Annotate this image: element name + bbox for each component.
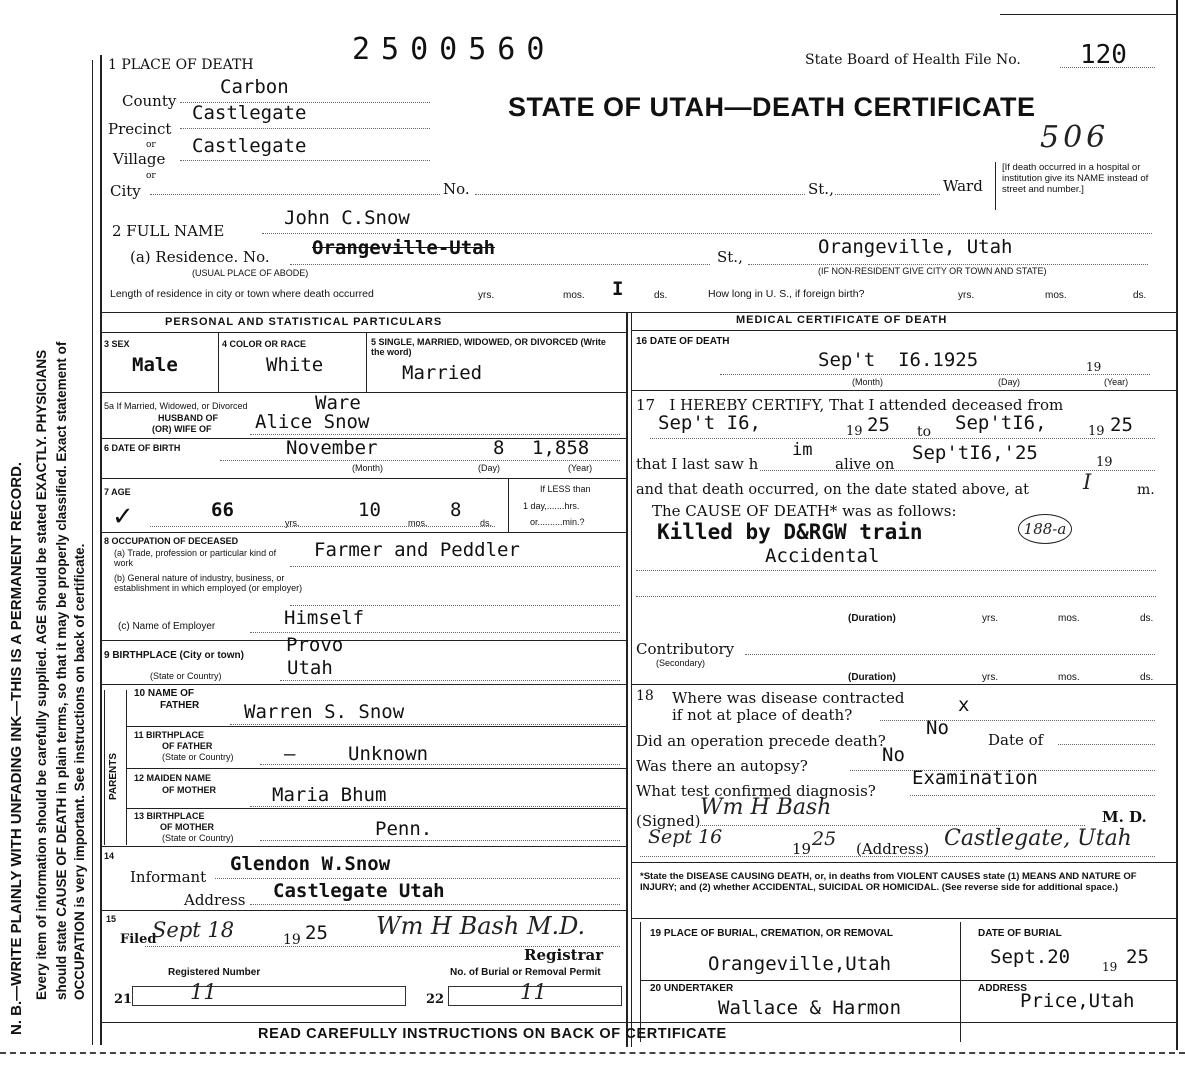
medical-header-line — [631, 330, 1176, 331]
duration-label1: (Duration) — [848, 613, 896, 624]
md-label: M. D. — [1102, 808, 1147, 826]
dod-day-sub: (Day) — [998, 377, 1020, 387]
less-label3: or..........min.? — [530, 517, 585, 527]
residence-sub: (USUAL PLACE OF ABODE) — [192, 268, 309, 278]
bpm-line — [260, 840, 620, 841]
burial-place-label: 19 PLACE OF BURIAL, CREMATION, OR REMOVAL — [650, 928, 893, 939]
bpf-label2: OF FATHER — [162, 741, 213, 751]
num-21: 21 — [114, 992, 133, 1007]
color-label: 4 COLOR OR RACE — [222, 339, 307, 349]
village-value: Castlegate — [192, 135, 307, 157]
informant-address-label: Address — [184, 891, 246, 909]
dod-year-sub: (Year) — [1104, 377, 1129, 387]
age-ds-label: ds. — [480, 518, 493, 528]
parents-label: PARENTS — [108, 752, 119, 800]
age-line — [150, 526, 495, 527]
dod-label: 16 DATE OF DEATH — [636, 336, 730, 347]
informant-address-line — [250, 904, 620, 905]
age-less-divider — [508, 478, 509, 532]
mother-birthplace: Penn. — [375, 818, 433, 840]
length-mos: mos. — [563, 290, 585, 301]
mother-label1: 12 MAIDEN NAME — [134, 773, 212, 783]
contracted-num: 18 — [636, 688, 654, 704]
frame-left-line — [100, 55, 102, 1045]
cause-code-text: 188-a — [1023, 520, 1067, 538]
spouse-label3: (OR) WIFE OF — [152, 424, 212, 434]
burial-year: 25 — [1126, 946, 1149, 968]
father-value: Warren S. Snow — [244, 701, 405, 723]
undertaker-address: Price,Utah — [1020, 990, 1135, 1012]
test-value: Examination — [912, 767, 1038, 789]
occurred-time: I — [1083, 470, 1092, 494]
undertaker-label: 20 UNDERTAKER — [650, 983, 734, 994]
personal-header: PERSONAL AND STATISTICAL PARTICULARS — [165, 316, 443, 328]
row9-line — [100, 684, 626, 685]
contracted-mark: x — [958, 694, 970, 716]
burial-place: Orangeville,Utah — [708, 953, 892, 975]
us-mos: mos. — [1045, 290, 1067, 301]
full-name-value: John C.Snow — [284, 207, 410, 229]
reg-number-value: 11 — [190, 980, 217, 1004]
certify-text: 17 I HEREBY CERTIFY, That I attended deceased from — [636, 396, 1064, 414]
no-line — [475, 194, 805, 195]
residence-label: (a) Residence. No. — [130, 248, 270, 266]
m-label: m. — [1137, 482, 1155, 498]
duration-mos1: mos. — [1058, 613, 1080, 624]
attended-from: Sep't I6, — [658, 412, 761, 434]
physician-address: Castlegate, Utah — [944, 826, 1132, 851]
mother-line — [250, 806, 620, 807]
dod-line — [720, 374, 1150, 375]
bpf-line — [260, 764, 620, 765]
age-yrs-label: yrs. — [285, 518, 300, 528]
residence-struck: Orangeville-Utah — [312, 237, 496, 259]
frame-bottom-line — [0, 1052, 1185, 1054]
bpm-label1: 13 BIRTHPLACE — [134, 811, 205, 821]
age-mos-label: mos. — [408, 518, 428, 528]
attended-from-year: 25 — [867, 414, 890, 436]
to-label: to — [917, 424, 932, 440]
bpf-label1: 11 BIRTHPLACE — [134, 730, 205, 740]
less-label1: If LESS than — [540, 484, 591, 494]
sign-date: Sept 16 — [648, 826, 723, 848]
dob-month-sub: (Month) — [352, 463, 384, 473]
precinct-label: Precinct — [108, 120, 172, 138]
employer-line — [250, 632, 620, 633]
employer-value: Himself — [284, 607, 365, 629]
registrar-label: Registrar — [524, 946, 604, 964]
certificate-number: 2500560 — [352, 32, 556, 67]
duration-yrs1: yrs. — [982, 613, 999, 624]
no-label: No. — [443, 180, 470, 198]
age-label: 7 AGE — [104, 487, 131, 497]
residence-city: Orangeville, Utah — [818, 236, 1013, 258]
attended-from-19: 19 — [846, 424, 863, 439]
frame-inner-left-line — [92, 60, 93, 1045]
color-divider — [366, 332, 367, 392]
spouse-label1: 5a If Married, Widowed, or Divorced — [104, 401, 248, 411]
dob-year: 1,858 — [532, 437, 590, 459]
sex-divider — [218, 332, 219, 392]
spouse-line1: Ware — [315, 392, 361, 414]
dob-label: 6 DATE OF BIRTH — [104, 443, 181, 453]
color-value: White — [266, 354, 324, 376]
father-line — [230, 724, 620, 725]
row17-line — [631, 684, 1176, 685]
dob-year-sub: (Year) — [568, 463, 593, 473]
employer-label: (c) Name of Employer — [118, 621, 216, 632]
county-value: Carbon — [220, 76, 289, 98]
file-number: 120 — [1080, 40, 1127, 70]
st-label: St., — [808, 180, 834, 198]
side-note-line3: should state CAUSE OF DEATH in plain terms, so that it may be properly classified. Exact statement of — [54, 341, 69, 1000]
operation-value: No — [926, 717, 949, 739]
full-name-line — [262, 233, 1152, 234]
informant-line — [215, 878, 620, 879]
row12-line — [126, 808, 626, 809]
frame-top-line — [1000, 14, 1176, 15]
violent-note: *State the DISEASE CAUSING DEATH, or, in deaths from VIOLENT CAUSES state (1) MEANS AND NATURE OF INJURY; and (2) whether ACCIDENTAL, SUICIDAL OR HOMICIDAL. (See reverse side for additional space.) — [640, 871, 1137, 893]
birthplace-city: Provo — [286, 634, 344, 656]
father-label1: 10 NAME OF — [134, 688, 195, 699]
autopsy-label: Was there an autopsy? — [636, 757, 808, 775]
contributory-line — [745, 654, 1155, 655]
filed-label: Filed — [120, 932, 157, 947]
row6-line — [100, 478, 626, 479]
contracted-label1: Where was disease contracted — [672, 689, 905, 707]
burial-date: Sept.20 — [990, 946, 1071, 968]
last-saw-line — [760, 470, 1155, 471]
frame-right-line — [1176, 0, 1178, 1050]
less-label2: 1 day,.......hrs. — [523, 501, 580, 511]
registrar-signature: Wm H Bash M.D. — [376, 912, 586, 940]
cause-value: Killed by D&RGW train — [657, 520, 923, 544]
last-saw-date: Sep'tI6,'25 — [912, 442, 1038, 464]
row-note-line — [631, 918, 1176, 919]
us-label: How long in U. S., if foreign birth? — [708, 288, 865, 300]
precinct-value: Castlegate — [192, 102, 307, 124]
personal-header-line — [100, 332, 626, 333]
informant-value: Glendon W.Snow — [230, 853, 391, 875]
occupation-a-label: (a) Trade, profession or particular kind of work — [114, 548, 277, 568]
full-name-label: 2 FULL NAME — [112, 222, 225, 240]
us-ds: ds. — [1133, 290, 1147, 301]
length-residence-label: Length of residence in city or town where death occurred — [110, 288, 374, 300]
hospital-note-text: [If death occurred in a hospital or institution give its NAME instead of street and number.] — [1002, 162, 1149, 195]
duration-mos2: mos. — [1058, 672, 1080, 683]
duration-ds1: ds. — [1140, 613, 1154, 624]
bpf-label3: (State or Country) — [162, 752, 234, 762]
hospital-note — [995, 162, 1160, 210]
dod-month-sub: (Month) — [852, 377, 884, 387]
undertaker-address-label: ADDRESS — [978, 983, 1027, 994]
address-label: (Address) — [856, 840, 930, 858]
bpm-label2: OF MOTHER — [160, 822, 214, 832]
dob-line — [220, 460, 620, 461]
filed-year-prefix: 19 — [283, 932, 301, 948]
father-dash: — — [284, 743, 296, 765]
side-note-line1: N. B.—WRITE PLAINLY WITH UNFADING INK—THIS IS A PERMANENT RECORD. — [8, 461, 25, 1035]
informant-label: Informant — [130, 868, 207, 886]
row19-line — [640, 980, 1176, 981]
row7-line — [100, 532, 626, 533]
num-22: 22 — [426, 992, 445, 1007]
spouse-line2: Alice Snow — [255, 411, 370, 433]
nonresident-note: (IF NON-RESIDENT GIVE CITY OR TOWN AND STATE) — [818, 266, 1047, 276]
row13-line — [100, 846, 626, 847]
cause-type: Accidental — [765, 545, 880, 567]
age-days: 8 — [450, 499, 462, 521]
dod-value: Sep't I6.1925 — [818, 349, 979, 371]
place-of-death-label: 1 PLACE OF DEATH — [108, 57, 254, 73]
sign-year-prefix: 19 — [792, 840, 812, 858]
section-top-line — [100, 312, 1176, 313]
section-divider2 — [631, 312, 632, 1047]
filed-year: 25 — [305, 922, 328, 944]
city-label: City — [110, 182, 141, 200]
section-divider — [626, 312, 628, 1047]
residence-line — [290, 264, 710, 265]
date-of-line — [1058, 744, 1155, 745]
occupation-value: Farmer and Peddler — [314, 539, 520, 561]
village-label: Village — [113, 150, 166, 168]
medical-header: MEDICAL CERTIFICATE OF DEATH — [736, 314, 948, 326]
mother-value: Maria Bhum — [272, 784, 387, 806]
age-months: 10 — [358, 499, 381, 521]
side-note-line4: OCCUPATION is very important. See instructions on back of certificate. — [72, 543, 87, 1000]
certificate-title: STATE OF UTAH—DEATH CERTIFICATE — [508, 92, 1036, 122]
occupation-b-label: (b) General nature of industry, business, or establishment in which employed (or employer) — [114, 573, 303, 593]
occupation-label: 8 OCCUPATION OF DECEASED — [104, 536, 239, 546]
autopsy-value: No — [882, 744, 905, 766]
row3-line — [100, 392, 626, 393]
footer-top-line — [100, 1022, 1176, 1023]
informant-num: 14 — [104, 851, 115, 861]
precinct-or-label: or — [146, 140, 156, 150]
spouse-label2: HUSBAND OF — [158, 413, 218, 423]
contributory-label: Contributory — [636, 640, 735, 658]
row-signed-line — [631, 862, 1176, 863]
footer-text: READ CAREFULLY INSTRUCTIONS ON BACK OF CERTIFICATE — [258, 1026, 727, 1042]
length-days: I — [612, 278, 624, 300]
burial-permit-label: No. of Burial or Removal Permit — [450, 967, 601, 978]
parents-left-line — [104, 690, 105, 845]
dod-row-line — [631, 390, 1176, 391]
last-saw-him: im — [792, 440, 813, 460]
birthplace-label: 9 BIRTHPLACE (City or town) — [104, 650, 244, 661]
sign-year: 25 — [812, 828, 837, 850]
filed-num: 15 — [106, 914, 117, 924]
attended-line — [650, 438, 1155, 439]
attended-to-year: 25 — [1110, 414, 1133, 436]
address-line — [640, 856, 1155, 857]
file-number-label: State Board of Health File No. — [805, 52, 1021, 68]
attended-to-19: 19 — [1088, 424, 1105, 439]
dob-day-sub: (Day) — [478, 463, 500, 473]
occupation-b-line — [290, 605, 620, 606]
reg-number-box — [132, 986, 406, 1006]
city-line — [150, 194, 440, 195]
village-line — [180, 160, 430, 161]
test-label: What test confirmed diagnosis? — [636, 782, 876, 800]
row8-line — [100, 640, 626, 641]
attended-to: Sep'tI6, — [955, 412, 1047, 434]
occupation-line — [290, 566, 620, 567]
last-saw-label: that I last saw h — [636, 455, 759, 473]
cause-label: The CAUSE OF DEATH* was as follows: — [652, 502, 957, 520]
duration-label2: (Duration) — [848, 672, 896, 683]
secondary-label: (Secondary) — [656, 658, 706, 668]
dob-day: 8 — [493, 437, 505, 459]
city-or-label: or — [146, 171, 156, 181]
burial-date-divider — [960, 922, 961, 1042]
reg-number-label: Registered Number — [168, 967, 261, 978]
residence-st-label: St., — [717, 248, 743, 266]
burial-year-prefix: 19 — [1102, 960, 1118, 974]
marital-label: 5 SINGLE, MARRIED, WIDOWED, OR DIVORCED (Write the word) — [371, 337, 606, 357]
contracted-line — [880, 720, 1155, 721]
handwritten-ref: 506 — [1040, 120, 1110, 155]
contracted-label2: if not at place of death? — [672, 706, 853, 724]
alive-on-label: alive on — [835, 455, 895, 473]
occurred-label: and that death occurred, on the date stated above, at — [636, 482, 1029, 498]
row10-line — [126, 726, 626, 727]
us-yrs: yrs. — [958, 290, 975, 301]
length-yrs: yrs. — [478, 290, 495, 301]
county-label: County — [122, 92, 177, 110]
residence-city-line — [748, 264, 1148, 265]
physician-signature: Wm H Bash — [700, 795, 832, 820]
duration-yrs2: yrs. — [982, 672, 999, 683]
length-ds: ds. — [654, 290, 668, 301]
informant-address: Castlegate Utah — [273, 880, 445, 902]
row14-line — [100, 910, 626, 911]
row11-line — [126, 768, 626, 769]
last-saw-suffix: 19 — [1096, 455, 1113, 470]
dob-month: November — [286, 437, 378, 459]
father-label2: FATHER — [160, 700, 200, 711]
precinct-line — [180, 128, 430, 129]
duration-ds2: ds. — [1140, 672, 1154, 683]
ward-label: Ward — [943, 177, 983, 195]
sex-value: Male — [132, 354, 178, 376]
operation-label: Did an operation precede death? — [636, 732, 886, 750]
burial-date-label: DATE OF BURIAL — [978, 928, 1062, 939]
spouse-line — [250, 434, 620, 435]
birthplace-state: Utah — [287, 657, 333, 679]
cause-line2 — [636, 596, 1156, 597]
cause-code — [1018, 514, 1072, 544]
sex-label: 3 SEX — [104, 339, 130, 349]
marital-value: Married — [402, 362, 483, 384]
birthplace-line — [280, 680, 620, 681]
dod-suffix: 19 — [1086, 360, 1102, 374]
cause-line1 — [636, 570, 1156, 571]
side-note-line2: Every item of information should be carefully supplied. AGE should be stated EXACTLY. PHYSICIANS — [34, 349, 49, 1000]
mother-label2: OF MOTHER — [162, 785, 216, 795]
filed-date: Sept 18 — [152, 918, 235, 942]
undertaker-value: Wallace & Harmon — [718, 997, 902, 1019]
age-check: ✓ — [112, 502, 134, 532]
st-line — [835, 194, 940, 195]
test-line — [910, 795, 1155, 796]
burial-divider — [640, 922, 641, 1042]
birthplace-state-label: (State or Country) — [150, 671, 222, 681]
permit-number-value: 11 — [520, 980, 547, 1004]
father-birthplace: Unknown — [348, 743, 429, 765]
bpm-label3: (State or Country) — [162, 833, 234, 843]
date-of-label: Date of — [988, 731, 1044, 749]
signed-label: (Signed) — [636, 812, 701, 830]
age-years: 66 — [211, 499, 234, 521]
